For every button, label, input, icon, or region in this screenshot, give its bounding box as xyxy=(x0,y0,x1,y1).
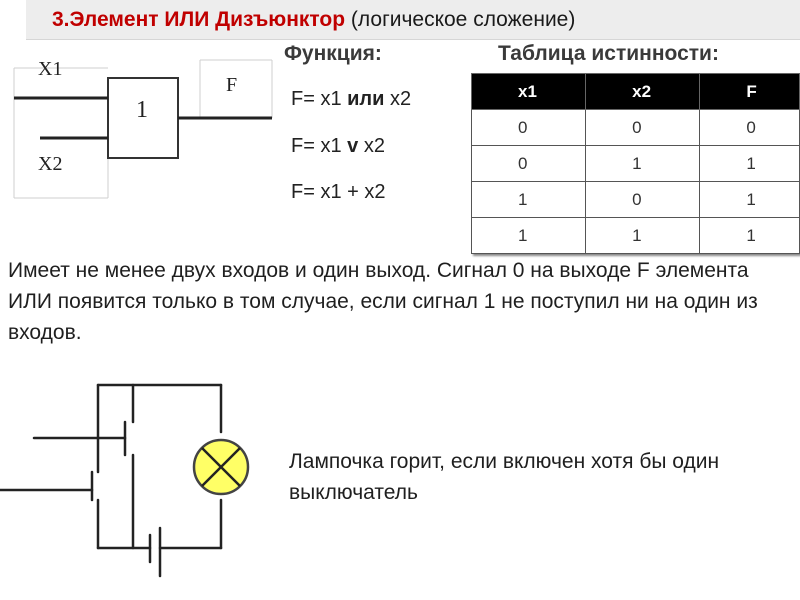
formula-v xyxy=(291,135,385,158)
table-cell: 0 xyxy=(586,110,700,146)
truth-table xyxy=(471,73,800,254)
slide-title xyxy=(52,8,575,32)
gate-output-label: F xyxy=(226,74,238,96)
column-header: x1 xyxy=(472,74,586,110)
table-cell: 1 xyxy=(700,146,800,182)
truth-table-header-row xyxy=(472,74,800,110)
formula-v-right: x2 xyxy=(358,135,385,157)
table-cell: 1 xyxy=(472,182,586,218)
column-header: F xyxy=(700,74,800,110)
table-row xyxy=(472,218,800,254)
title-prefix: 3.Элемент ИЛИ Дизъюнктор xyxy=(52,8,346,31)
formula-or-left: F= x1 xyxy=(291,88,348,110)
function-heading: Функция: xyxy=(284,42,382,65)
table-cell: 1 xyxy=(700,182,800,218)
title-suffix: (логическое сложение) xyxy=(350,8,576,31)
table-cell: 1 xyxy=(586,218,700,254)
table-cell: 0 xyxy=(586,182,700,218)
formula-or-right: x2 xyxy=(384,88,412,110)
table-cell: 1 xyxy=(472,218,586,254)
table-row xyxy=(472,182,800,218)
lamp-icon xyxy=(194,440,248,494)
table-row xyxy=(472,146,800,182)
table-cell: 1 xyxy=(700,218,800,254)
formula-v-symbol: v xyxy=(347,135,359,157)
column-header: x2 xyxy=(586,74,700,110)
description-paragraph: Имеет не менее двух входов и один выход. Сигнал 0 на выходе F элемента ИЛИ появится только в том случае, если сигнал 1 не поступил ни на один из входов. xyxy=(8,259,758,344)
gate-input-1-label: X1 xyxy=(38,58,63,80)
table-cell: 0 xyxy=(700,110,800,146)
table-row xyxy=(472,110,800,146)
formula-v-left: F= x1 xyxy=(291,135,348,157)
parallel-switch-circuit xyxy=(0,380,290,600)
gate-symbol: 1 xyxy=(136,97,148,123)
gate-input-2-label: X2 xyxy=(38,153,63,175)
table-cell: 0 xyxy=(472,146,586,182)
table-cell: 0 xyxy=(472,110,586,146)
table-cell: 1 xyxy=(586,146,700,182)
lamp-note: Лампочка горит, если включен хотя бы один выключатель xyxy=(289,450,720,504)
formula-plus: F= x1 + x2 xyxy=(291,181,386,203)
formula-or xyxy=(291,88,411,111)
truth-table-heading: Таблица истинности: xyxy=(498,42,719,65)
formula-or-word: или xyxy=(347,88,385,110)
